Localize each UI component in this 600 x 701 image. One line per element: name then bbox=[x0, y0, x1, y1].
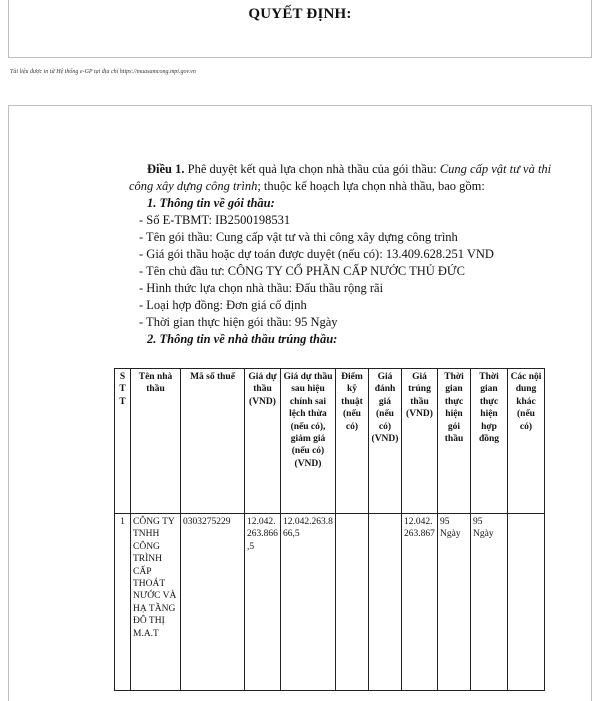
cell-winning-price: 12.042.263.867 bbox=[402, 514, 438, 691]
col-header-tax-code: Mã số thuế bbox=[181, 369, 245, 514]
cell-stt: 1 bbox=[115, 514, 131, 691]
decision-body bbox=[129, 161, 559, 348]
previous-page-fragment bbox=[8, 0, 592, 58]
cell-contractor-name: CÔNG TY TNHH CÔNG TRÌNH CẤP THOÁT NƯỚC VÀ HẠ TẦNG ĐÔ THỊ M.A.T bbox=[131, 514, 181, 691]
package-name: Cung cấp vật tư và thi công xây dựng công trình bbox=[129, 162, 552, 193]
cell-bid-price: 12.042.263.866,5 bbox=[245, 514, 281, 691]
article-1 bbox=[129, 161, 559, 195]
article-text: Phê duyệt kết quả lựa chọn nhà thầu của gói thầu: bbox=[184, 162, 440, 176]
cell-other bbox=[508, 514, 545, 691]
info-item: - Tên gói thầu: Cung cấp vật tư và thi công xây dựng công trình bbox=[139, 230, 458, 244]
col-header-winning-price: Giá trúng thầu (VND) bbox=[402, 369, 438, 514]
col-header-contractor: Tên nhà thầu bbox=[131, 369, 181, 514]
cell-tax-code: 0303275229 bbox=[181, 514, 245, 691]
info-item: - Giá gói thầu hoặc dự toán được duyệt (nếu có): 13.409.628.251 VND bbox=[139, 247, 494, 261]
col-header-contract-time: Thời gian thực hiện hợp đồng bbox=[471, 369, 508, 514]
table-row bbox=[115, 514, 545, 691]
col-header-other: Các nội dung khác (nếu có) bbox=[508, 369, 545, 514]
section-1-title: 1. Thông tin về gói thầu: bbox=[147, 196, 275, 210]
section-2-title: 2. Thông tin về nhà thầu trúng thầu: bbox=[147, 332, 338, 346]
info-item: - Thời gian thực hiện gói thầu: 95 Ngày bbox=[139, 315, 338, 329]
col-header-bid-price: Giá dự thầu (VND) bbox=[245, 369, 281, 514]
col-header-tech-score: Điểm kỹ thuật (nếu có) bbox=[336, 369, 369, 514]
cell-contract-time: 95 Ngày bbox=[471, 514, 508, 691]
col-header-stt: S T T bbox=[115, 369, 131, 514]
info-item: - Tên chủ đầu tư: CÔNG TY CỔ PHẦN CẤP NƯỚC THỦ ĐỨC bbox=[139, 264, 465, 278]
col-header-package-time: Thời gian thực hiện gói thầu bbox=[438, 369, 471, 514]
info-item: - Số E-TBMT: IB2500198531 bbox=[139, 213, 291, 227]
source-note: Tài liệu được in từ Hệ thống e-GP tại địa chỉ https://muasamcong.mpi.gov.vn bbox=[10, 69, 196, 75]
info-item: - Loại hợp đồng: Đơn giá cố định bbox=[139, 298, 307, 312]
winning-contractor-table bbox=[114, 368, 545, 691]
article-label: Điều 1. bbox=[147, 162, 185, 176]
decision-heading: QUYẾT ĐỊNH: bbox=[248, 6, 352, 22]
cell-eval-price bbox=[369, 514, 402, 691]
cell-package-time: 95 Ngày bbox=[438, 514, 471, 691]
info-item: - Hình thức lựa chọn nhà thầu: Đấu thầu rộng rãi bbox=[139, 281, 384, 295]
cell-tech-score bbox=[336, 514, 369, 691]
table-header-row bbox=[115, 369, 545, 514]
article-tail: ; thuộc kế hoạch lựa chọn nhà thầu, bao gồm: bbox=[257, 179, 485, 193]
cell-adjusted-price: 12.042.263.866,5 bbox=[281, 514, 336, 691]
col-header-adjusted-price: Giá dự thầu sau hiệu chính sai lệch thừa (nếu có), giảm giá (nếu có) (VND) bbox=[281, 369, 336, 514]
col-header-eval-price: Giá đánh giá (nếu có) (VND) bbox=[369, 369, 402, 514]
